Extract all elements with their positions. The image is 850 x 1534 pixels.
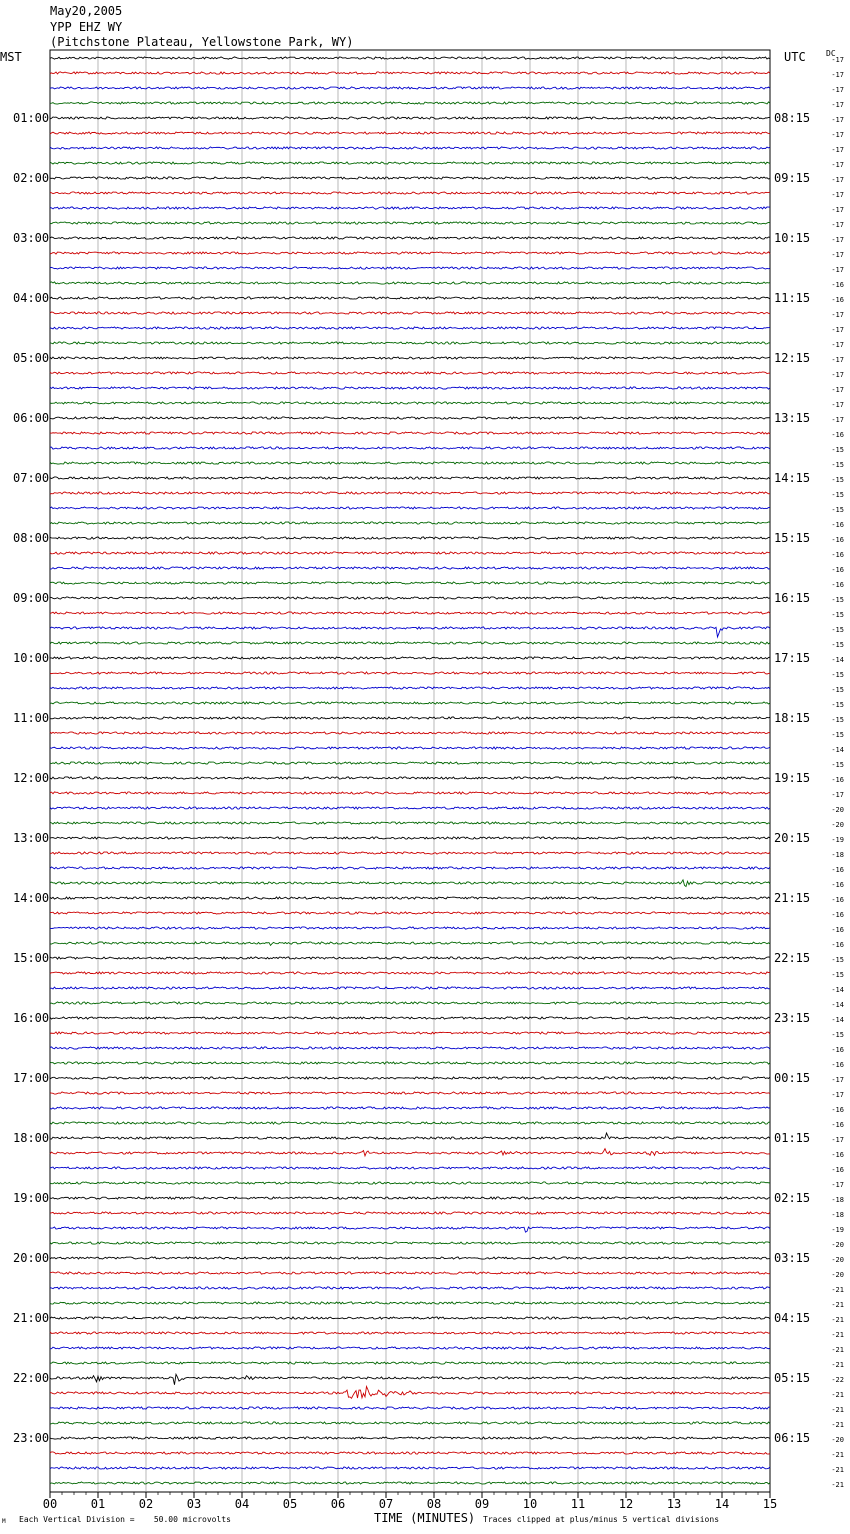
dc-offset-label: -21 xyxy=(831,1301,844,1309)
trace-line xyxy=(50,627,770,637)
trace-line xyxy=(50,402,770,404)
trace-line xyxy=(50,1077,770,1079)
trace-line xyxy=(50,1149,770,1156)
dc-offset-label: -20 xyxy=(831,806,844,814)
trace-line xyxy=(50,672,770,674)
left-hour-label: 02:00 xyxy=(13,171,50,185)
dc-offset-label: -15 xyxy=(831,476,844,484)
trace-line xyxy=(50,507,770,509)
left-hour-label: 05:00 xyxy=(13,351,50,365)
dc-offset-label: -21 xyxy=(831,1286,844,1294)
dc-offset-label: -17 xyxy=(831,71,844,79)
dc-offset-label: -17 xyxy=(831,101,844,109)
right-hour-label: 14:15 xyxy=(774,471,811,485)
trace-line xyxy=(50,1302,770,1304)
trace-line xyxy=(50,987,770,989)
dc-offset-label: -16 xyxy=(831,536,844,544)
dc-offset-label: -15 xyxy=(831,461,844,469)
trace-line xyxy=(50,1452,770,1454)
right-hour-label: 08:15 xyxy=(774,111,811,125)
dc-offset-label: -16 xyxy=(831,551,844,559)
dc-offset-label: -17 xyxy=(831,206,844,214)
dc-offset-label: -20 xyxy=(831,1241,844,1249)
dc-offset-label: -16 xyxy=(831,1121,844,1129)
right-hour-label: 04:15 xyxy=(774,1311,811,1325)
trace-line xyxy=(50,132,770,134)
trace-line xyxy=(50,432,770,434)
x-tick-label: 01 xyxy=(90,1497,106,1511)
dc-offset-label: -22 xyxy=(831,1376,844,1384)
dc-offset-label: -21 xyxy=(831,1451,844,1459)
left-timezone-label: MST xyxy=(0,50,22,64)
right-hour-label: 20:15 xyxy=(774,831,811,845)
left-hour-label: 08:00 xyxy=(13,531,50,545)
dc-offset-label: -16 xyxy=(831,281,844,289)
trace-line xyxy=(50,567,770,569)
dc-offset-label: -15 xyxy=(831,761,844,769)
left-hour-label: 21:00 xyxy=(13,1311,50,1325)
trace-line xyxy=(50,192,770,194)
plot-frame xyxy=(50,50,770,1492)
trace-line xyxy=(50,792,770,794)
x-tick-label: 08 xyxy=(426,1497,442,1511)
dc-offset-label: -16 xyxy=(831,1106,844,1114)
trace-line xyxy=(50,252,770,254)
left-hour-label: 14:00 xyxy=(13,891,50,905)
x-axis-title: TIME (MINUTES) xyxy=(374,1511,476,1525)
left-hour-label: 07:00 xyxy=(13,471,50,485)
dc-offset-label: -18 xyxy=(831,1211,844,1219)
trace-line xyxy=(50,1242,770,1244)
dc-offset-label: -14 xyxy=(831,1016,844,1024)
dc-offset-label: -21 xyxy=(831,1316,844,1324)
dc-offset-label: -15 xyxy=(831,506,844,514)
dc-offset-label: -14 xyxy=(831,986,844,994)
dc-offset-label: -21 xyxy=(831,1466,844,1474)
dc-offset-label: -14 xyxy=(831,746,844,754)
trace-line xyxy=(50,1387,770,1399)
dc-offset-label: -19 xyxy=(831,836,844,844)
dc-offset-label: -15 xyxy=(831,1031,844,1039)
trace-line xyxy=(50,642,770,644)
left-hour-label: 18:00 xyxy=(13,1131,50,1145)
left-hour-label: 20:00 xyxy=(13,1251,50,1265)
trace-line xyxy=(50,807,770,809)
trace-line xyxy=(50,1317,770,1319)
trace-line xyxy=(50,1062,770,1064)
trace-line xyxy=(50,657,770,659)
dc-offset-label: -16 xyxy=(831,566,844,574)
trace-line xyxy=(50,552,770,554)
dc-offset-label: -15 xyxy=(831,611,844,619)
dc-offset-label: -21 xyxy=(831,1481,844,1489)
left-hour-label: 19:00 xyxy=(13,1191,50,1205)
dc-offset-label: -21 xyxy=(831,1361,844,1369)
right-hour-label: 06:15 xyxy=(774,1431,811,1445)
trace-line xyxy=(50,912,770,914)
trace-line xyxy=(50,1133,770,1139)
trace-line xyxy=(50,597,770,599)
trace-line xyxy=(50,1032,770,1034)
x-tick-label: 14 xyxy=(714,1497,730,1511)
dc-offset-label: -15 xyxy=(831,686,844,694)
dc-offset-label: -17 xyxy=(831,356,844,364)
trace-line xyxy=(50,327,770,329)
dc-offset-label: -15 xyxy=(831,701,844,709)
right-hour-label: 10:15 xyxy=(774,231,811,245)
corner-mark: M xyxy=(2,1518,6,1525)
dc-offset-label: -21 xyxy=(831,1406,844,1414)
dc-offset-label: -17 xyxy=(831,1181,844,1189)
trace-line xyxy=(50,522,770,524)
dc-offset-label: -17 xyxy=(831,326,844,334)
dc-offset-label: -20 xyxy=(831,1436,844,1444)
dc-offset-label: -15 xyxy=(831,446,844,454)
trace-line xyxy=(50,762,770,764)
trace-line xyxy=(50,237,770,239)
dc-offset-label: -14 xyxy=(831,1001,844,1009)
trace-line xyxy=(50,102,770,104)
trace-line xyxy=(50,582,770,584)
trace-line xyxy=(50,282,770,284)
dc-offset-label: -17 xyxy=(831,401,844,409)
trace-line xyxy=(50,852,770,854)
dc-offset-label: -16 xyxy=(831,776,844,784)
right-hour-label: 17:15 xyxy=(774,651,811,665)
dc-offset-label: -16 xyxy=(831,1166,844,1174)
dc-offset-label: -16 xyxy=(831,941,844,949)
left-hour-label: 12:00 xyxy=(13,771,50,785)
right-hour-label: 13:15 xyxy=(774,411,811,425)
dc-offset-label: -17 xyxy=(831,1091,844,1099)
dc-offset-label: -17 xyxy=(831,416,844,424)
dc-offset-label: -17 xyxy=(831,251,844,259)
dc-offset-label: -16 xyxy=(831,1151,844,1159)
right-hour-label: 16:15 xyxy=(774,591,811,605)
dc-offset-label: -17 xyxy=(831,1136,844,1144)
right-hour-label: 00:15 xyxy=(774,1071,811,1085)
x-tick-label: 11 xyxy=(570,1497,586,1511)
trace-line xyxy=(50,1002,770,1004)
right-hour-label: 15:15 xyxy=(774,531,811,545)
dc-label: DC xyxy=(826,49,836,58)
dc-offset-label: -15 xyxy=(831,626,844,634)
x-tick-label: 03 xyxy=(186,1497,202,1511)
x-tick-label: 00 xyxy=(42,1497,58,1511)
trace-line xyxy=(50,222,770,224)
trace-line xyxy=(50,1212,770,1214)
dc-offset-label: -17 xyxy=(831,176,844,184)
trace-line xyxy=(50,1227,770,1232)
trace-line xyxy=(50,1482,770,1484)
trace-line xyxy=(50,880,770,887)
dc-offset-label: -15 xyxy=(831,491,844,499)
trace-line xyxy=(50,477,770,479)
dc-offset-label: -17 xyxy=(831,146,844,154)
trace-line xyxy=(50,1017,770,1019)
clip-note: Traces clipped at plus/minus 5 vertical divisions xyxy=(483,1515,720,1524)
trace-line xyxy=(50,207,770,209)
trace-line xyxy=(50,822,770,824)
trace-line xyxy=(50,1272,770,1274)
trace-line xyxy=(50,1467,770,1469)
x-tick-label: 09 xyxy=(474,1497,490,1511)
trace-line xyxy=(50,717,770,719)
dc-offset-label: -15 xyxy=(831,596,844,604)
right-hour-label: 12:15 xyxy=(774,351,811,365)
dc-offset-label: -17 xyxy=(831,86,844,94)
left-hour-label: 17:00 xyxy=(13,1071,50,1085)
x-tick-label: 15 xyxy=(762,1497,778,1511)
dc-offset-label: -15 xyxy=(831,641,844,649)
dc-offset-label: -21 xyxy=(831,1391,844,1399)
dc-offset-label: -21 xyxy=(831,1421,844,1429)
trace-line xyxy=(50,1407,770,1409)
left-hour-label: 16:00 xyxy=(13,1011,50,1025)
trace-line xyxy=(50,537,770,539)
right-hour-label: 19:15 xyxy=(774,771,811,785)
dc-offset-label: -16 xyxy=(831,296,844,304)
trace-line xyxy=(50,1332,770,1334)
dc-offset-label: -20 xyxy=(831,1271,844,1279)
dc-offset-label: -17 xyxy=(831,311,844,319)
trace-line xyxy=(50,1182,770,1184)
left-hour-label: 03:00 xyxy=(13,231,50,245)
dc-offset-label: -20 xyxy=(831,1256,844,1264)
right-hour-label: 11:15 xyxy=(774,291,811,305)
dc-offset-label: -17 xyxy=(831,236,844,244)
x-tick-label: 06 xyxy=(330,1497,346,1511)
left-hour-label: 15:00 xyxy=(13,951,50,965)
header-date: May20,2005 xyxy=(50,4,123,18)
trace-line xyxy=(50,942,770,945)
trace-line xyxy=(50,87,770,89)
trace-line xyxy=(50,1197,770,1199)
trace-line xyxy=(50,1347,770,1349)
right-hour-label: 03:15 xyxy=(774,1251,811,1265)
trace-line xyxy=(50,1362,770,1364)
trace-line xyxy=(50,1122,770,1124)
trace-line xyxy=(50,837,770,839)
trace-line xyxy=(50,387,770,389)
trace-line xyxy=(50,267,770,269)
right-hour-label: 21:15 xyxy=(774,891,811,905)
trace-line xyxy=(50,927,770,929)
trace-line xyxy=(50,897,770,899)
scale-note: Each Vertical Division = 50.00 microvolts xyxy=(19,1515,231,1524)
left-hour-label: 01:00 xyxy=(13,111,50,125)
dc-offset-label: -15 xyxy=(831,716,844,724)
right-hour-label: 05:15 xyxy=(774,1371,811,1385)
dc-offset-label: -17 xyxy=(831,266,844,274)
right-hour-label: 23:15 xyxy=(774,1011,811,1025)
dc-offset-label: -15 xyxy=(831,971,844,979)
left-hour-label: 10:00 xyxy=(13,651,50,665)
trace-line xyxy=(50,162,770,164)
header-station: YPP EHZ WY xyxy=(50,20,123,34)
right-hour-label: 02:15 xyxy=(774,1191,811,1205)
dc-offset-label: -16 xyxy=(831,911,844,919)
trace-line xyxy=(50,1167,770,1169)
left-hour-label: 13:00 xyxy=(13,831,50,845)
dc-offset-label: -17 xyxy=(831,1076,844,1084)
trace-line xyxy=(50,117,770,119)
dc-offset-label: -17 xyxy=(831,371,844,379)
trace-line xyxy=(50,1374,770,1384)
trace-line xyxy=(50,417,770,419)
dc-offset-label: -15 xyxy=(831,956,844,964)
dc-offset-label: -16 xyxy=(831,1046,844,1054)
dc-offset-label: -17 xyxy=(831,161,844,169)
trace-line xyxy=(50,702,770,704)
x-tick-label: 04 xyxy=(234,1497,250,1511)
trace-line xyxy=(50,777,770,779)
dc-offset-label: -14 xyxy=(831,656,844,664)
trace-line xyxy=(50,957,770,959)
dc-offset-label: -16 xyxy=(831,881,844,889)
trace-line xyxy=(50,747,770,749)
dc-offset-label: -18 xyxy=(831,1196,844,1204)
dc-offset-label: -17 xyxy=(831,56,844,64)
right-timezone-label: UTC xyxy=(784,50,806,64)
dc-offset-label: -16 xyxy=(831,926,844,934)
trace-line xyxy=(50,72,770,74)
trace-line xyxy=(50,972,770,974)
trace-line xyxy=(50,1257,770,1259)
trace-line xyxy=(50,177,770,179)
left-hour-label: 09:00 xyxy=(13,591,50,605)
dc-offset-label: -20 xyxy=(831,821,844,829)
x-tick-label: 10 xyxy=(522,1497,538,1511)
x-tick-label: 07 xyxy=(378,1497,394,1511)
dc-offset-label: -16 xyxy=(831,431,844,439)
trace-line xyxy=(50,732,770,734)
dc-offset-label: -16 xyxy=(831,896,844,904)
dc-offset-label: -16 xyxy=(831,521,844,529)
right-hour-label: 18:15 xyxy=(774,711,811,725)
right-hour-label: 09:15 xyxy=(774,171,811,185)
dc-offset-label: -17 xyxy=(831,791,844,799)
trace-line xyxy=(50,357,770,359)
trace-line xyxy=(50,462,770,464)
trace-line xyxy=(50,57,770,59)
dc-offset-label: -15 xyxy=(831,731,844,739)
header-location: (Pitchstone Plateau, Yellowstone Park, WY) xyxy=(50,35,354,49)
dc-offset-label: -17 xyxy=(831,131,844,139)
trace-line xyxy=(50,447,770,449)
left-hour-label: 11:00 xyxy=(13,711,50,725)
right-hour-label: 22:15 xyxy=(774,951,811,965)
trace-line xyxy=(50,1437,770,1439)
dc-offset-label: -17 xyxy=(831,341,844,349)
dc-offset-label: -19 xyxy=(831,1226,844,1234)
dc-offset-label: -21 xyxy=(831,1346,844,1354)
dc-offset-label: -16 xyxy=(831,1061,844,1069)
trace-line xyxy=(50,492,770,494)
trace-line xyxy=(50,147,770,149)
trace-line xyxy=(50,867,770,869)
x-tick-label: 12 xyxy=(618,1497,634,1511)
dc-offset-label: -18 xyxy=(831,851,844,859)
dc-offset-label: -21 xyxy=(831,1331,844,1339)
left-hour-label: 06:00 xyxy=(13,411,50,425)
trace-line xyxy=(50,1047,770,1049)
right-hour-label: 01:15 xyxy=(774,1131,811,1145)
trace-line xyxy=(50,372,770,374)
trace-line xyxy=(50,312,770,314)
trace-line xyxy=(50,687,770,689)
x-tick-label: 13 xyxy=(666,1497,682,1511)
left-hour-label: 23:00 xyxy=(13,1431,50,1445)
trace-line xyxy=(50,1287,770,1289)
x-tick-label: 02 xyxy=(138,1497,154,1511)
trace-line xyxy=(50,612,770,614)
left-hour-label: 22:00 xyxy=(13,1371,50,1385)
dc-offset-label: -16 xyxy=(831,866,844,874)
trace-line xyxy=(50,297,770,299)
left-hour-label: 04:00 xyxy=(13,291,50,305)
x-tick-label: 05 xyxy=(282,1497,298,1511)
trace-line xyxy=(50,1092,770,1094)
dc-offset-label: -17 xyxy=(831,221,844,229)
trace-line xyxy=(50,1107,770,1109)
dc-offset-label: -17 xyxy=(831,386,844,394)
dc-offset-label: -16 xyxy=(831,581,844,589)
trace-line xyxy=(50,1422,770,1424)
dc-offset-label: -15 xyxy=(831,671,844,679)
dc-offset-label: -17 xyxy=(831,116,844,124)
trace-line xyxy=(50,342,770,344)
dc-offset-label: -17 xyxy=(831,191,844,199)
